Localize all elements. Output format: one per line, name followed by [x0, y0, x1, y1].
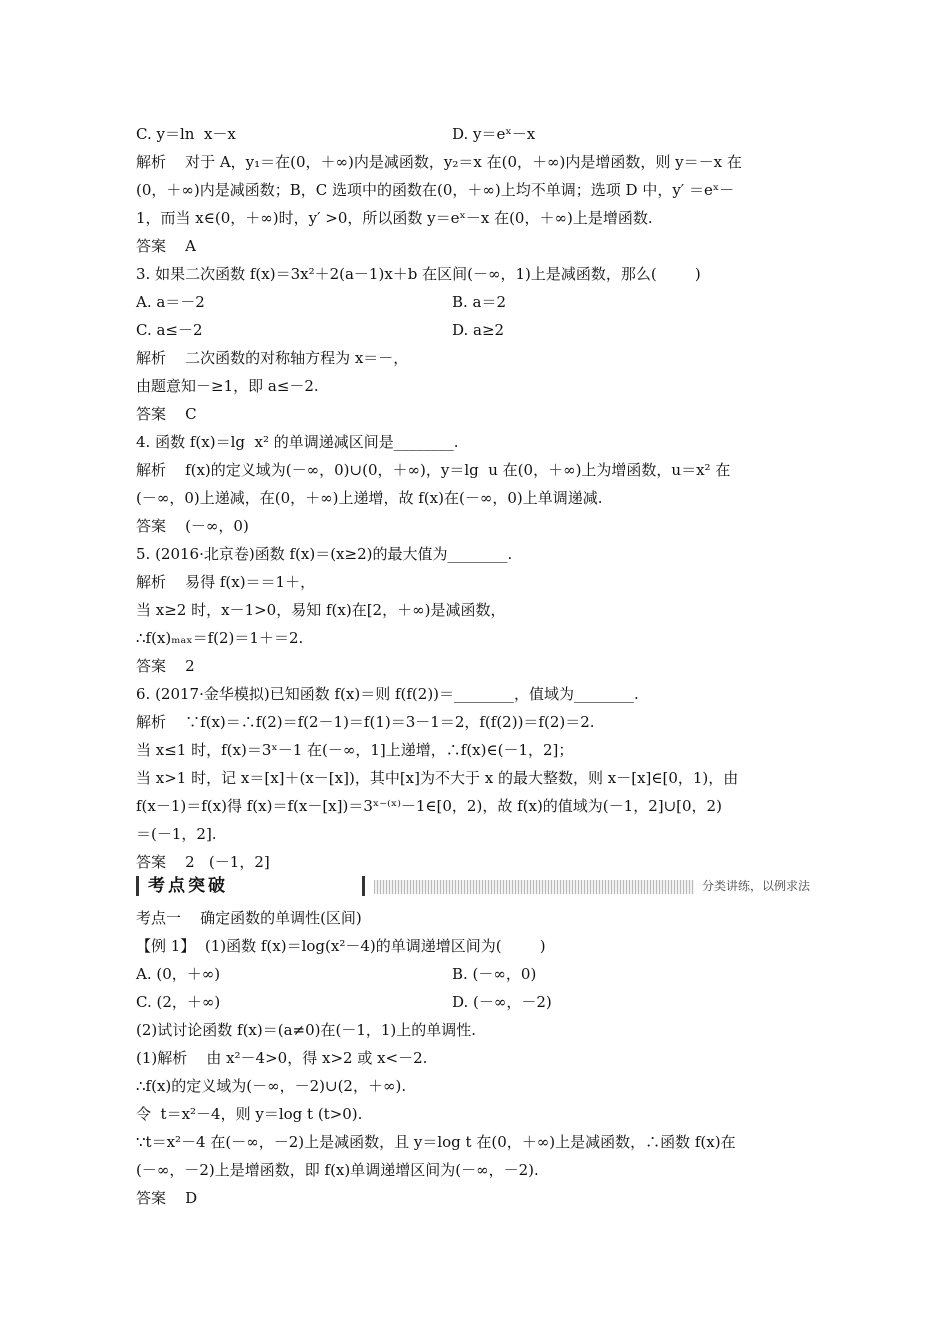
text-line: (－∞，0)上递减，在(0，＋∞)上递增，故 f(x)在(－∞，0)上单调递减. — [136, 489, 603, 507]
text-line: 当 x≤1 时，f(x)＝3ˣ－1 在(－∞，1]上递增，∴f(x)∈(－1，2]； — [136, 741, 574, 759]
option-text: D. y＝eˣ－x — [452, 125, 536, 143]
text-line: 当 x≥2 时，x－1>0，易知 f(x)在[2，＋∞)是减函数， — [136, 601, 506, 619]
banner-title: 考点突破 — [148, 876, 228, 896]
text-line: 考点一 确定函数的单调性(区间) — [136, 909, 362, 927]
text-line: 答案 A — [136, 237, 196, 255]
text-line: 3. 如果二次函数 f(x)＝3x²＋2(a－1)x＋b 在区间(－∞，1)上是减函数，那么( ) — [136, 265, 701, 283]
text-line: ＝(－1，2]. — [136, 825, 217, 843]
text-line: 答案 D — [136, 1189, 198, 1207]
text-line: C. a≤－2 — [136, 321, 203, 339]
banner-subtitle: 分类讲练，以例求法 — [694, 878, 814, 895]
text-line: (－∞，－2)上是增函数，即 f(x)单调递增区间为(－∞，－2). — [136, 1161, 539, 1179]
text-line: ∵t＝x²－4 在(－∞，－2)上是减函数，且 y＝log t 在(0，＋∞)上是减函数，∴函数 f(x)在 — [136, 1133, 736, 1151]
section-banner — [136, 874, 814, 898]
banner-bar-right — [362, 876, 365, 896]
text-line: 由题意知－≥1，即 a≤－2. — [136, 377, 319, 395]
text-line: 答案 C — [136, 405, 197, 423]
text-line: A. a＝－2 — [136, 293, 205, 311]
text-line: 令 t＝x²－4，则 y＝log t (t>0). — [136, 1105, 363, 1123]
text-line: 解析 f(x)的定义域为(－∞，0)∪(0，＋∞)，y＝lg u 在(0，＋∞)上为增函数，u＝x² 在 — [136, 461, 731, 479]
text-line: 解析 易得 f(x)＝＝1＋， — [136, 573, 316, 591]
text-line: 4. 函数 f(x)＝lg x² 的单调递减区间是________. — [136, 433, 459, 451]
option-text: D. (－∞，－2) — [452, 993, 552, 1011]
text-line: (1)解析 由 x²－4>0，得 x>2 或 x<－2. — [136, 1049, 428, 1067]
text-line: 答案 (－∞，0) — [136, 517, 249, 535]
text-line: 答案 2 (－1，2] — [136, 853, 270, 871]
option-text: D. a≥2 — [452, 321, 505, 339]
text-line: 解析 二次函数的对称轴方程为 x＝－， — [136, 349, 409, 367]
text-line: 解析 对于 A，y₁＝在(0，＋∞)内是减函数，y₂＝x 在(0，＋∞)内是增函数，则 y＝－x 在 — [136, 153, 742, 171]
text-line: 1，而当 x∈(0，＋∞)时，y′ >0，所以函数 y＝eˣ－x 在(0，＋∞)上是增函数. — [136, 209, 653, 227]
text-line: C. y＝ln x－x — [136, 125, 236, 143]
text-line: (0，＋∞)内是减函数；B，C 选项中的函数在(0，＋∞)上均不单调；选项 D 中，y′ ＝eˣ－ — [136, 181, 735, 199]
banner-bar-left — [136, 876, 139, 896]
text-line: 解析 ∵f(x)＝∴f(2)＝f(2－1)＝f(1)＝3－1＝2，f(f(2))＝f(2)＝2. — [136, 713, 595, 731]
text-line: f(x－1)＝f(x)得 f(x)＝f(x－[x])＝3ˣ⁻⁽ˣ⁾－1∈[0，2)，故 f(x)的值域为(－1，2]∪[0，2) — [136, 797, 722, 815]
text-line: 5. (2016·北京卷)函数 f(x)＝(x≥2)的最大值为________. — [136, 545, 513, 563]
text-line: 当 x>1 时，记 x＝[x]＋(x－[x])，其中[x]为不大于 x 的最大整数，则 x－[x]∈[0，1)，由 — [136, 769, 739, 787]
option-text: B. (－∞，0) — [452, 965, 537, 983]
text-line: ∴f(x)的定义域为(－∞，－2)∪(2，＋∞). — [136, 1077, 407, 1095]
text-line: 【例 1】 (1)函数 f(x)＝log(x²－4)的单调递增区间为( ) — [136, 937, 546, 955]
text-line: (2)试讨论函数 f(x)＝(a≠0)在(－1，1)上的单调性. — [136, 1021, 477, 1039]
option-text: B. a＝2 — [452, 293, 507, 311]
text-line: ∴f(x)ₘₐₓ＝f(2)＝1＋＝2. — [136, 629, 304, 647]
text-line: 6. (2017·金华模拟)已知函数 f(x)＝则 f(f(2))＝________，值域为________. — [136, 685, 639, 703]
text-line: C. (2，＋∞) — [136, 993, 221, 1011]
text-line: 答案 2 — [136, 657, 195, 675]
text-line: A. (0，＋∞) — [136, 965, 221, 983]
